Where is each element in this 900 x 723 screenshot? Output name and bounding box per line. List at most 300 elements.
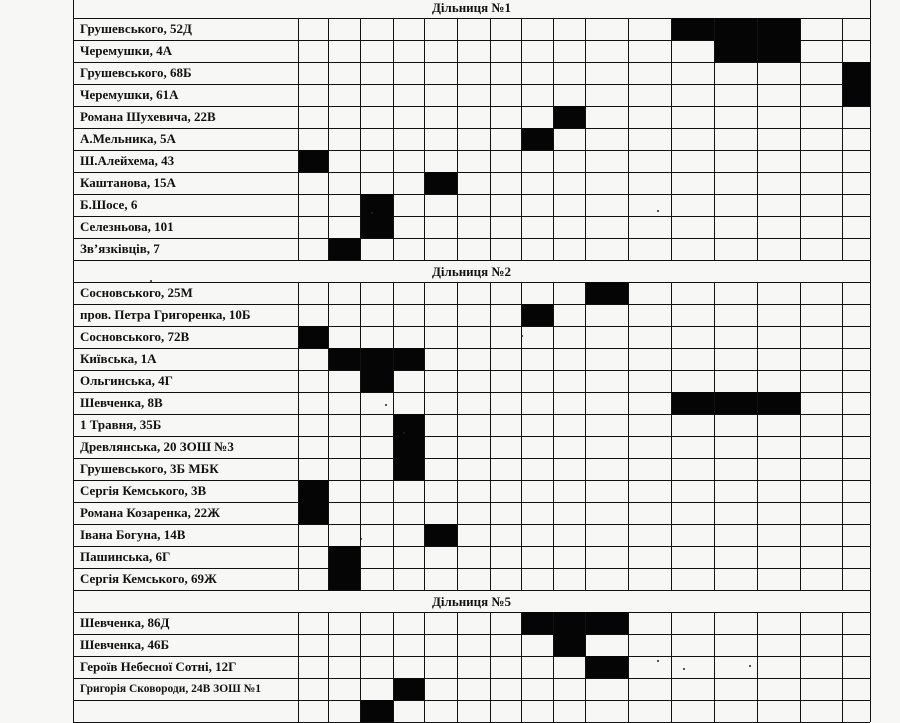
grid-line [490,62,491,84]
grid-line [490,128,491,150]
grid-line [553,502,554,524]
filled-cell [393,348,425,371]
grid-line [585,370,586,392]
grid-line [424,370,425,392]
grid-line [298,612,299,634]
grid-line [870,524,871,546]
grid-line [800,304,801,326]
grid-line [671,84,672,106]
scan-speck [150,280,152,282]
grid-line [757,392,758,414]
filled-cell [393,436,425,459]
grid-line [360,326,361,348]
grid-line [424,568,425,590]
grid-line [328,282,329,304]
grid-line [424,326,425,348]
grid-line [393,304,394,326]
filled-cell [842,84,871,107]
grid-line [490,480,491,502]
grid-line [328,172,329,194]
grid-line [800,458,801,480]
grid-line [424,612,425,634]
grid-line [671,458,672,480]
grid-line [870,194,871,216]
grid-line [424,150,425,172]
section-title: Дільниця №2 [431,264,512,279]
filled-cell [842,62,871,85]
filled-cell [714,40,758,63]
grid-line [757,238,758,260]
row-address: Романа Шухевича, 22В [80,109,216,124]
grid-line [521,106,522,128]
grid-line [870,678,871,700]
grid-line [73,326,74,348]
grid-line [457,326,458,348]
grid-line [628,480,629,502]
grid-line [585,106,586,128]
grid-line [714,128,715,150]
grid-line [73,326,870,327]
grid-line [870,128,871,150]
grid-line [714,678,715,700]
grid-line [393,656,394,678]
filled-cell [360,216,394,239]
grid-line [73,414,870,415]
grid-line [457,458,458,480]
grid-line [800,106,801,128]
grid-line [360,84,361,106]
grid-line [757,568,758,590]
grid-line [757,546,758,568]
grid-line [328,194,329,216]
grid-line [424,480,425,502]
grid-line [628,370,629,392]
grid-line [424,282,425,304]
grid-line [714,216,715,238]
grid-line [585,392,586,414]
grid-line [870,568,871,590]
grid-line [671,40,672,62]
grid-line [298,370,299,392]
grid-line [490,282,491,304]
grid-line [842,304,843,326]
grid-line [424,84,425,106]
grid-line [842,282,843,304]
grid-line [457,414,458,436]
grid-line [757,194,758,216]
grid-line [521,612,522,634]
row-address: Григорія Сковороди, 24В ЗОШ №1 [80,683,261,695]
grid-line [714,150,715,172]
grid-line [298,348,299,370]
grid-line [328,436,329,458]
grid-line [73,348,74,370]
grid-line [298,62,299,84]
grid-line [298,326,299,348]
filled-cell [553,634,586,657]
grid-line [393,502,394,524]
grid-line [553,458,554,480]
grid-line [521,282,522,304]
grid-line [757,150,758,172]
grid-line [73,84,74,106]
grid-line [553,656,554,678]
grid-line [457,238,458,260]
grid-line [490,436,491,458]
grid-line [585,150,586,172]
filled-cell [298,150,329,173]
grid-line [870,656,871,678]
grid-line [298,480,299,502]
grid-line [521,524,522,546]
grid-line [628,502,629,524]
grid-line [73,172,870,173]
grid-line [757,436,758,458]
row-address: Черемушки, 4А [80,43,173,58]
row-address: Грушевського, 3Б МБК [80,461,219,476]
grid-line [757,678,758,700]
grid-line [671,414,672,436]
grid-line [671,656,672,678]
grid-line [714,634,715,656]
grid-line [714,370,715,392]
grid-line [73,216,74,238]
grid-line [671,150,672,172]
grid-line [490,40,491,62]
grid-line [671,436,672,458]
grid-line [553,128,554,150]
grid-line [457,150,458,172]
grid-line [842,18,843,40]
grid-line [457,194,458,216]
grid-line [553,634,554,656]
grid-line [521,84,522,106]
grid-line [73,656,74,678]
grid-line [298,40,299,62]
row-address: Ш.Алейхема, 43 [80,153,175,168]
grid-line [671,62,672,84]
grid-line [553,282,554,304]
grid-line [870,326,871,348]
grid-line [628,128,629,150]
grid-line [714,106,715,128]
grid-line [360,348,361,370]
grid-line [521,678,522,700]
grid-line [714,62,715,84]
grid-line [521,150,522,172]
grid-line [424,194,425,216]
grid-line [393,634,394,656]
grid-line [490,106,491,128]
grid-line [298,568,299,590]
grid-line [490,216,491,238]
grid-line [800,172,801,194]
row-address: Грушевського, 68Б [80,65,192,80]
grid-line [585,282,586,304]
grid-line [870,370,871,392]
grid-line [521,370,522,392]
row-address: Зв’язківців, 7 [80,241,160,256]
grid-line [553,326,554,348]
grid-line [393,106,394,128]
grid-line [490,172,491,194]
grid-line [73,128,870,129]
grid-line [714,172,715,194]
grid-line [585,458,586,480]
grid-line [585,612,586,634]
grid-line [393,458,394,480]
grid-line [714,502,715,524]
row-address: Івана Богуна, 14В [80,527,186,542]
grid-line [73,414,74,436]
grid-line [457,678,458,700]
grid-line [360,458,361,480]
grid-line [585,18,586,40]
grid-line [628,304,629,326]
grid-line [298,524,299,546]
grid-line [870,260,871,282]
grid-line [585,634,586,656]
row-address: пров. Петра Григоренка, 10Б [80,307,251,322]
grid-line [360,546,361,568]
grid-line [870,458,871,480]
grid-line [671,524,672,546]
grid-line [628,194,629,216]
grid-line [757,612,758,634]
grid-line [521,502,522,524]
grid-line [360,304,361,326]
row-address: Київська, 1А [80,351,157,366]
grid-line [628,62,629,84]
grid-line [393,348,394,370]
grid-line [800,62,801,84]
grid-line [842,392,843,414]
grid-line [757,348,758,370]
grid-line [521,458,522,480]
grid-line [870,150,871,172]
grid-line [424,18,425,40]
grid-line [585,524,586,546]
grid-line [360,414,361,436]
filled-cell [424,524,458,547]
grid-line [298,18,299,40]
grid-line [714,524,715,546]
grid-line [521,480,522,502]
grid-line [842,194,843,216]
grid-line [490,700,491,722]
grid-line [671,370,672,392]
grid-line [73,216,870,217]
grid-line [628,524,629,546]
grid-line [800,656,801,678]
grid-line [73,128,74,150]
grid-line [457,480,458,502]
grid-line [800,502,801,524]
grid-line [393,62,394,84]
grid-line [628,106,629,128]
grid-line [457,40,458,62]
scan-speck [521,335,523,337]
grid-line [553,238,554,260]
grid-line [714,40,715,62]
grid-line [800,700,801,722]
grid-line [73,150,74,172]
grid-line [490,84,491,106]
grid-line [424,304,425,326]
grid-line [585,62,586,84]
grid-line [757,62,758,84]
row-address: Сергія Кемського, 69Ж [80,571,217,586]
grid-line [328,238,329,260]
grid-line [73,700,870,701]
grid-line [328,392,329,414]
grid-line [521,392,522,414]
grid-line [800,348,801,370]
grid-line [457,216,458,238]
grid-line [714,480,715,502]
grid-line [553,414,554,436]
grid-line [757,84,758,106]
grid-line [393,194,394,216]
grid-line [490,326,491,348]
grid-line [298,546,299,568]
grid-line [553,678,554,700]
scan-speck [657,660,659,662]
grid-line [870,348,871,370]
grid-line [585,700,586,722]
grid-line [671,238,672,260]
grid-line [842,480,843,502]
grid-line [553,304,554,326]
grid-line [553,106,554,128]
grid-line [490,634,491,656]
grid-line [585,304,586,326]
grid-line [585,172,586,194]
grid-line [424,502,425,524]
grid-line [424,128,425,150]
grid-line [628,216,629,238]
grid-line [393,40,394,62]
grid-line [298,106,299,128]
grid-line [628,326,629,348]
grid-line [457,172,458,194]
grid-line [870,590,871,612]
filled-cell [714,392,758,415]
grid-line [870,436,871,458]
grid-line [424,392,425,414]
grid-line [424,524,425,546]
grid-line [842,568,843,590]
grid-line [457,62,458,84]
grid-line [73,370,74,392]
grid-line [328,150,329,172]
grid-line [393,546,394,568]
grid-line [757,370,758,392]
grid-line [298,216,299,238]
grid-line [393,678,394,700]
filled-cell [521,128,554,151]
grid-line [628,634,629,656]
grid-line [585,194,586,216]
grid-line [671,304,672,326]
scan-speck [371,212,373,214]
grid-line [73,84,870,85]
grid-line [628,414,629,436]
grid-line [73,634,870,635]
grid-line [490,502,491,524]
grid-line [73,194,74,216]
grid-line [628,172,629,194]
grid-line [553,612,554,634]
filled-cell [585,612,629,635]
grid-line [521,304,522,326]
grid-line [585,238,586,260]
grid-line [714,304,715,326]
grid-line [714,326,715,348]
grid-line [671,172,672,194]
grid-line [328,700,329,722]
grid-line [553,370,554,392]
grid-line [360,678,361,700]
grid-line [521,172,522,194]
grid-line [714,238,715,260]
grid-line [842,150,843,172]
grid-line [553,348,554,370]
grid-line [393,216,394,238]
grid-line [360,568,361,590]
grid-line [870,546,871,568]
grid-line [457,370,458,392]
grid-line [360,128,361,150]
grid-line [298,304,299,326]
grid-line [424,238,425,260]
row-address: Сосновського, 72В [80,329,190,344]
row-address: Сосновського, 25М [80,285,193,300]
grid-line [393,150,394,172]
grid-line [585,546,586,568]
grid-line [393,392,394,414]
grid-line [298,128,299,150]
grid-line [870,700,871,722]
grid-line [73,370,870,371]
grid-line [671,612,672,634]
grid-line [298,656,299,678]
grid-line [842,370,843,392]
grid-line [842,238,843,260]
grid-line [298,282,299,304]
grid-line [757,634,758,656]
grid-line [628,392,629,414]
grid-line [714,436,715,458]
grid-line [585,480,586,502]
grid-line [457,656,458,678]
grid-line [393,326,394,348]
filled-cell [328,568,361,591]
grid-line [360,502,361,524]
filled-cell [553,612,586,635]
grid-line [628,656,629,678]
row-address: Ольгинська, 4Г [80,373,173,388]
grid-line [73,546,870,547]
grid-line [870,216,871,238]
grid-line [360,40,361,62]
grid-line [457,700,458,722]
grid-line [490,150,491,172]
grid-line [714,194,715,216]
grid-line [298,678,299,700]
grid-line [842,40,843,62]
grid-line [757,700,758,722]
